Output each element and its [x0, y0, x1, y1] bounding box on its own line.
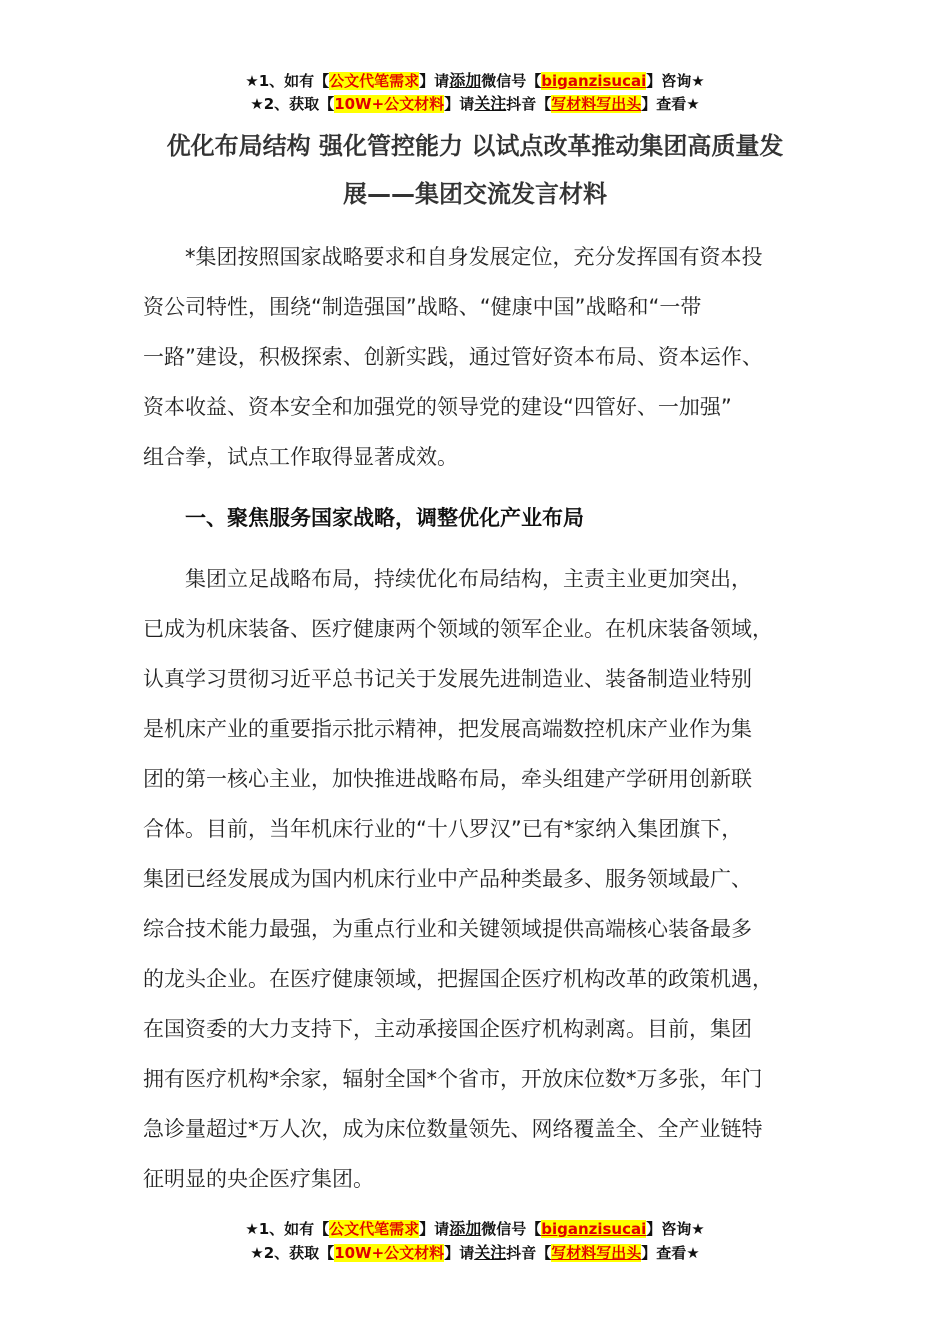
promo-highlight: 10W+公文材料 [334, 1244, 445, 1262]
section-heading: 一、聚焦服务国家战略，调整优化产业布局 [185, 506, 584, 530]
paragraph-line: 已成为机床装备、医疗健康两个领域的领军企业。在机床装备领域， [143, 617, 773, 641]
promo-emphasis: 关注 [474, 1243, 507, 1262]
paragraph-line: 资本收益、资本安全和加强党的领导党的建设“四管好、一加强” [143, 395, 732, 419]
promo-text: ★1、如有【 [245, 1220, 330, 1238]
paragraph-line: 是机床产业的重要指示批示精神，把发展高端数控机床产业作为集 [143, 717, 752, 741]
promo-emphasis: 关注 [474, 94, 507, 113]
promo-text: 微信号【 [481, 72, 542, 90]
document-title-line-1: 优化布局结构 强化管控能力 以试点改革推动集团高质量发 [166, 132, 784, 160]
paragraph-line: 组合拳，试点工作取得显著成效。 [143, 445, 458, 469]
paragraph-line: 团的第一核心主业，加快推进战略布局，牵头组建产学研用创新联 [143, 767, 752, 791]
paragraph-line: 急诊量超过*万人次，成为床位数量领先、网络覆盖全、全产业链特 [143, 1117, 763, 1141]
promo-wechat-id: biganzisucai [541, 72, 647, 90]
section-paragraph [143, 554, 833, 1204]
paragraph-line: 综合技术能力最强，为重点行业和关键领域提供高端核心装备最多 [143, 917, 752, 941]
promo-emphasis: 添加 [449, 71, 482, 90]
paragraph-line: 一路”建设，积极探索、创新实践，通过管好资本布局、资本运作、 [143, 345, 763, 369]
document-title-line-2: 展——集团交流发言材料 [343, 180, 607, 208]
promo-text: ★2、获取【 [250, 95, 335, 113]
promo-douyin-account: 写材料写出头 [551, 1244, 642, 1262]
promo-highlight: 10W+公文材料 [334, 95, 445, 113]
promo-text: 】请 [419, 72, 450, 90]
paragraph-line: 在国资委的大力支持下，主动承接国企医疗机构剥离。目前，集团 [143, 1017, 752, 1041]
promo-bottom-line-2 [0, 1242, 950, 1264]
promo-text: 】请 [444, 1244, 475, 1262]
promo-text: 微信号【 [481, 1220, 542, 1238]
promo-text: ★2、获取【 [250, 1244, 335, 1262]
promo-emphasis: 添加 [449, 1219, 482, 1238]
paragraph-line: 集团已经发展成为国内机床行业中产品种类最多、服务领域最广、 [143, 867, 752, 891]
promo-douyin-account: 写材料写出头 [551, 95, 642, 113]
promo-text: ★1、如有【 [245, 72, 330, 90]
paragraph-line: 的龙头企业。在医疗健康领域，把握国企医疗机构改革的政策机遇， [143, 967, 773, 991]
promo-bottom-line-1 [0, 1218, 950, 1240]
paragraph-line: 拥有医疗机构*余家，辐射全国*个省市，开放床位数*万多张，年门 [143, 1067, 763, 1091]
paragraph-line: 资公司特性，围绕“制造强国”战略、“健康中国”战略和“一带 [143, 295, 702, 319]
promo-text: 抖音【 [506, 95, 552, 113]
paragraph-line: 集团立足战略布局，持续优化布局结构，主责主业更加突出， [185, 567, 752, 591]
promo-top-line-2 [0, 93, 950, 115]
paragraph-line: *集团按照国家战略要求和自身发展定位，充分发挥国有资本投 [185, 245, 763, 269]
promo-wechat-id: biganzisucai [541, 1220, 647, 1238]
promo-text: 】查看★ [641, 1244, 700, 1262]
promo-text: 】查看★ [641, 95, 700, 113]
promo-text: 抖音【 [506, 1244, 552, 1262]
intro-paragraph [143, 232, 833, 482]
promo-text: 】请 [444, 95, 475, 113]
promo-text: 】咨询★ [646, 1220, 705, 1238]
promo-highlight: 公文代笔需求 [329, 1220, 420, 1238]
promo-text: 】请 [419, 1220, 450, 1238]
paragraph-line: 合体。目前，当年机床行业的“十八罗汉”已有*家纳入集团旗下， [143, 817, 743, 841]
paragraph-line: 征明显的央企医疗集团。 [143, 1167, 374, 1191]
promo-text: 】咨询★ [646, 72, 705, 90]
promo-top-line-1 [0, 70, 950, 92]
paragraph-line: 认真学习贯彻习近平总书记关于发展先进制造业、装备制造业特别 [143, 667, 752, 691]
promo-highlight: 公文代笔需求 [329, 72, 420, 90]
